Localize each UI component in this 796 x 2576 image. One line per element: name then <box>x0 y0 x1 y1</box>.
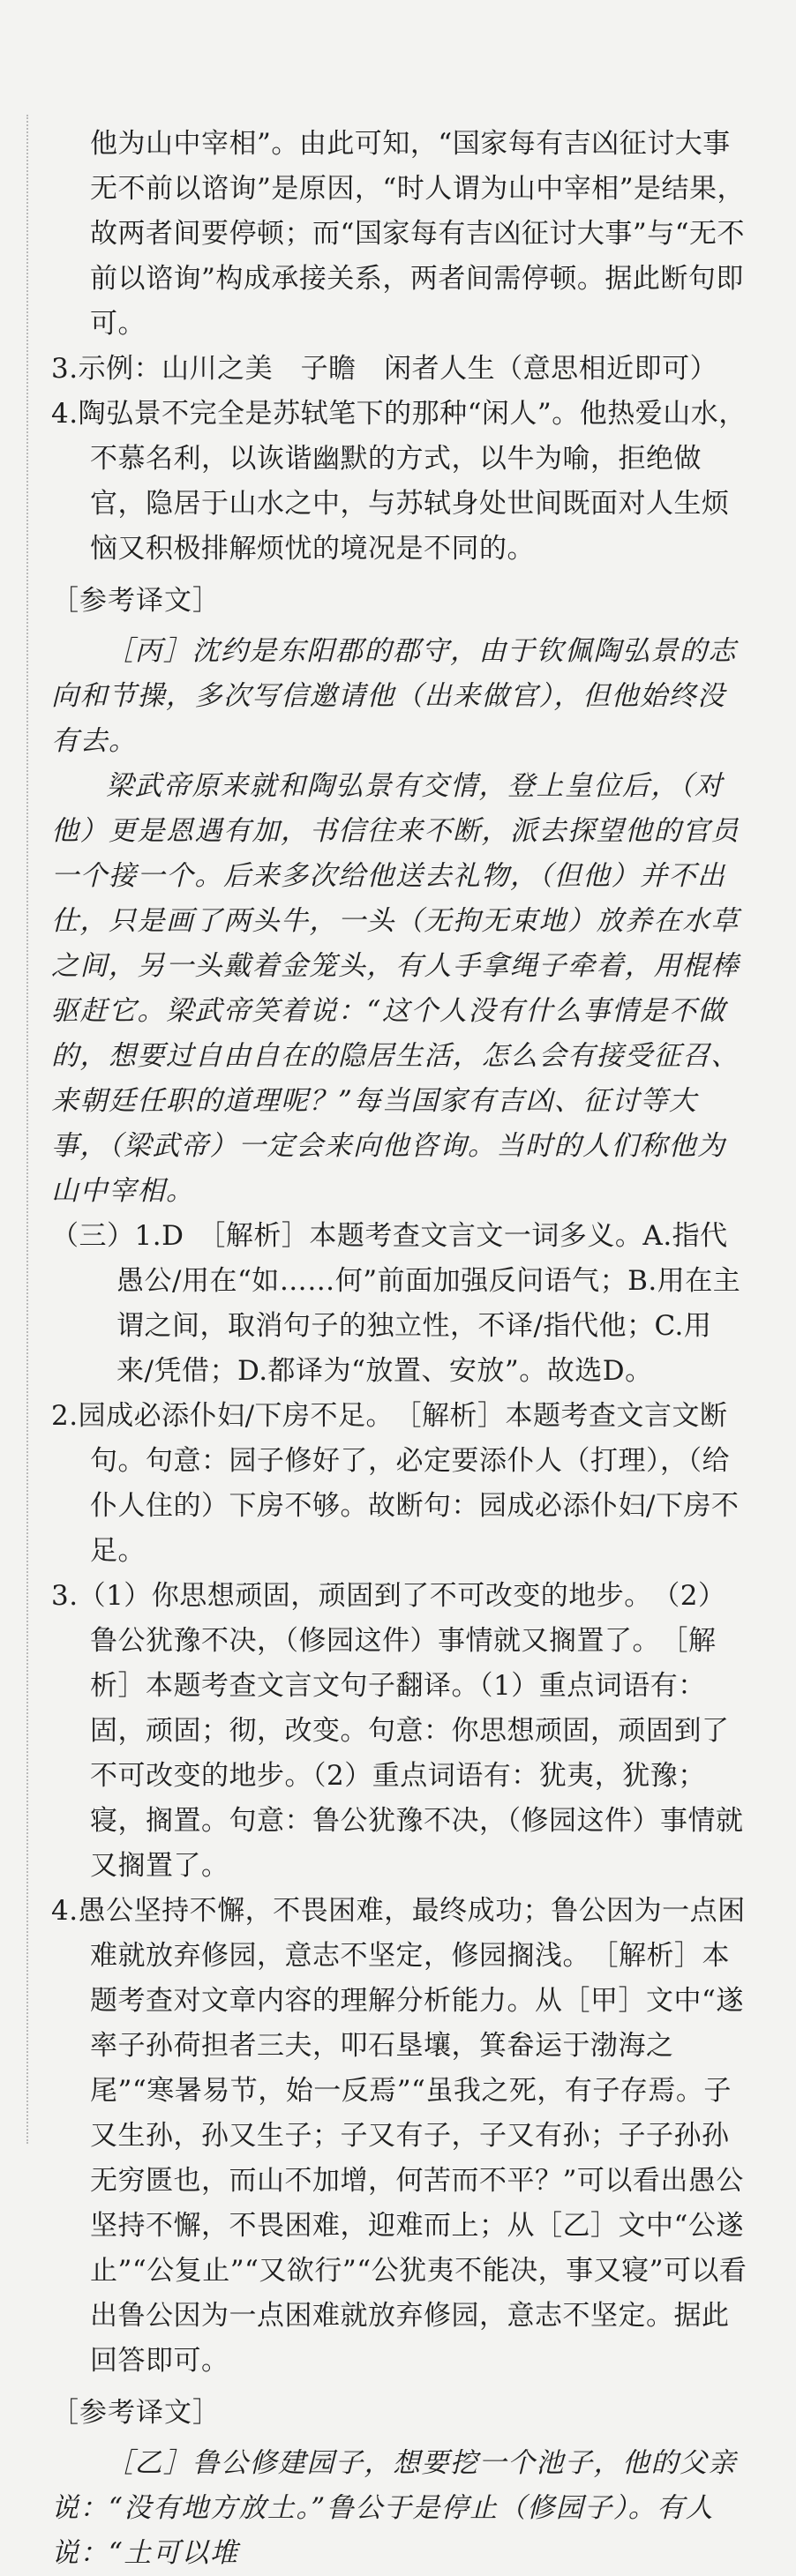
answer-content <box>51 122 748 2576</box>
answer-item-3: 3.示例：山川之美 子瞻 闲者人生（意思相近即可） <box>51 353 718 385</box>
section-3-item-1: （三）1.D ［解析］本题考查文言文一词多义。A.指代愚公/用在“如……何”前面加强反问语气；B.用在主谓之间，取消句子的独立性，不译/指代他；C.用来/凭借；D.都译为“放置、安放”。故选D。 <box>51 1220 741 1387</box>
reference-translation-heading-2: ［参考译文］ <box>51 2397 221 2429</box>
section-3-item-4: 4.愚公坚持不懈，不畏困难，最终成功；鲁公因为一点困难就放弃修园，意志不坚定，修园搁浅。 ［解析］本题考查对文章内容的理解分析能力。从［甲］文中“遂率子孙荷担者三夫，叩石垦壤，箕畚运于渤海之尾”“寒暑易节，始一反焉”“虽我之死，有子存焉。子又生孙，孙又生子；子又有子，子又有孙；子子孙孙无穷匮也，而山不加增，何苦而不平？”可以看出愚公坚持不懈，不畏困难，迎难而上；从［乙］文中“公遂止”“公复止”“又欲行”“公犹夷不能决，事又寝”可以看出鲁公因为一点困难就放弃修园，意志不坚定。据此回答即可。 <box>51 1895 747 2377</box>
section-3-item-2: 2.园成必添仆妇/下房不足。 ［解析］本题考查文言文断句。句意：园子修好了，必定要添仆人（打理），（给仆人住的）下房不够。故断句：园成必添仆妇/下房不足。 <box>51 1400 740 1567</box>
reference-translation-heading: ［参考译文］ <box>51 585 221 617</box>
section-3-item-3: 3.（1）你思想顽固，顽固到了不可改变的地步。 （2）鲁公犹豫不决，（修园这件）事情就又搁置了。 ［解析］本题考查文言文句子翻译。（1）重点词语有：固，顽固；彻，改变。句意：你思想顽固，顽固到了不可改变的地步。（2）重点词语有：犹夷，犹豫；寝，搁置。句意：鲁公犹豫不决，（修园这件）事情就又搁置了。 <box>51 1580 744 1882</box>
translation-paragraph-bing: ［丙］沈约是东阳郡的郡守，由于钦佩陶弘景的志向和节操，多次写信邀请他（出来做官），但他始终没有去。 <box>51 635 737 757</box>
continuation-paragraph: 他为山中宰相”。由此可知，“国家每有吉凶征讨大事无不前以谘询”是原因，“时人谓为山中宰相”是结果，故两者间要停顿；而“国家每有吉凶征讨大事”与“无不前以谘询”构成承接关系，两者间需停顿。据此断句即可。 <box>90 128 746 340</box>
answer-item-4: 4.陶弘景不完全是苏轼笔下的那种“闲人”。他热爱山水，不慕名利，以诙谐幽默的方式，以牛为喻，拒绝做官，隐居于山水之中，与苏轼身处世间既面对人生烦恼又积极排解烦忧的境况是不同的。 <box>51 398 747 565</box>
translation-paragraph-yi: ［乙］鲁公修建园子，想要挖一个池子，他的父亲说：“没有地方放土。”鲁公于是停止（修园子）。有人说：“土可以堆 <box>51 2447 737 2569</box>
translation-paragraph-liang-wudi: 梁武帝原来就和陶弘景有交情，登上皇位后，（对他）更是恩遇有加，书信往来不断，派去探望他的官员一个接一个。后来多次给他送去礼物，（但他）并不出仕，只是画了两头牛，一头（无拘无束地）放养在水草之间，另一头戴着金笼头，有人手拿绳子牵着，用棍棒驱赶它。梁武帝笑着说：“这个人没有什么事情是不做的，想要过自由自在的隐居生活，怎么会有接受征召、来朝廷任职的道理呢？”每当国家有吉凶、征讨等大事，（梁武帝）一定会来向他咨询。当时的人们称他为山中宰相。 <box>51 770 740 1207</box>
margin-dotted-rule <box>26 115 28 2144</box>
